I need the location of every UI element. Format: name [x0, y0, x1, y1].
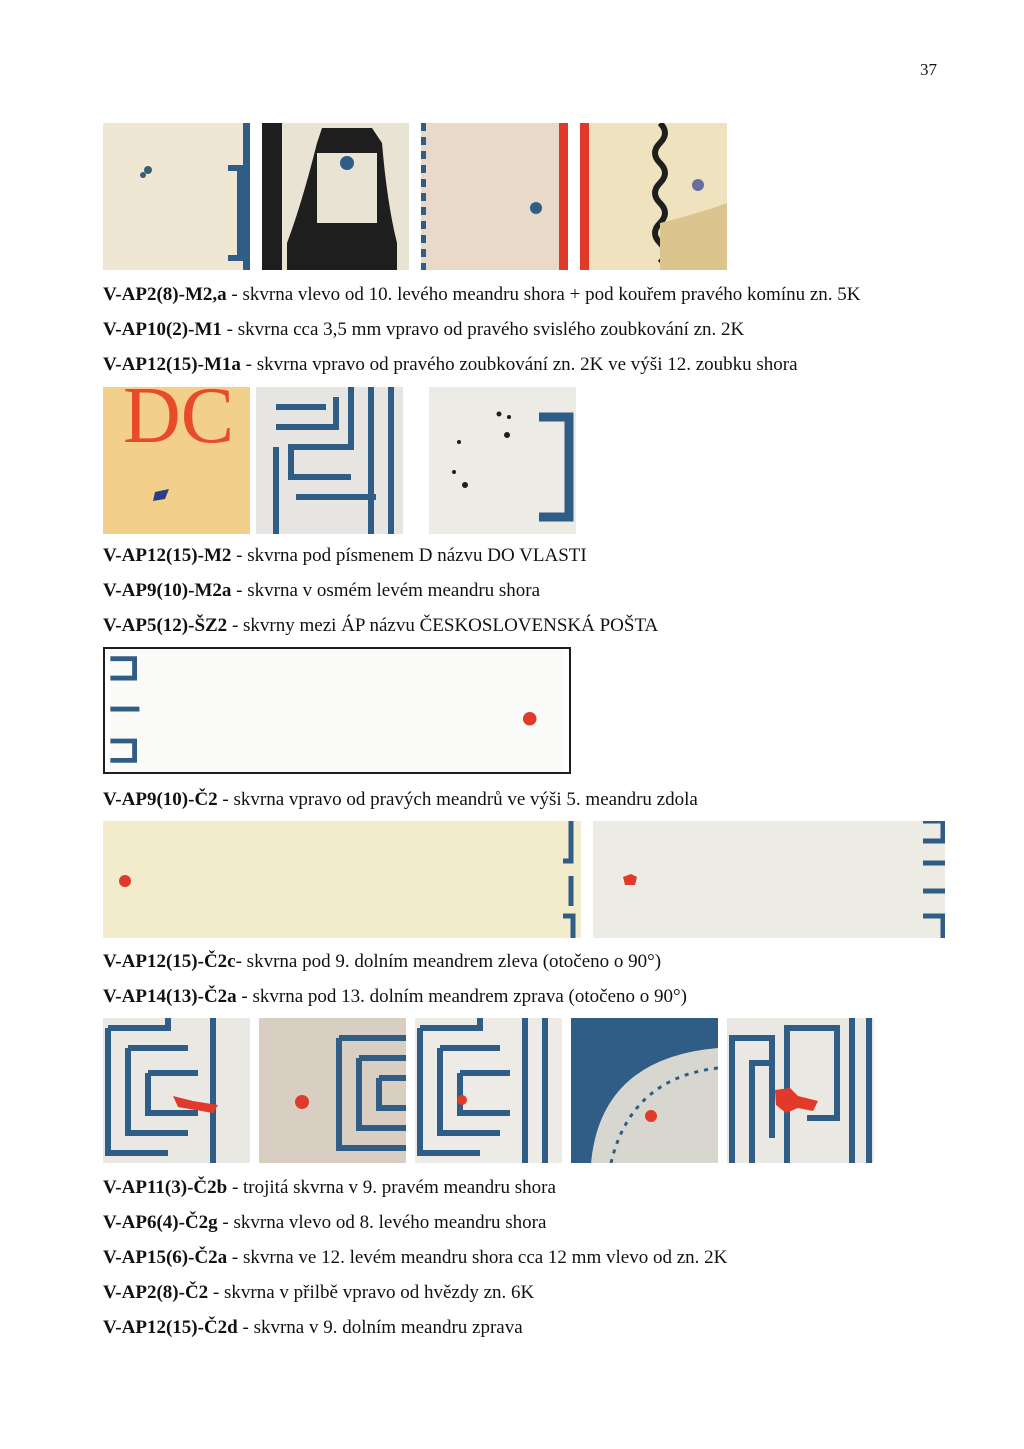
caption-code: V-AP11(3)-Č2b [103, 1177, 228, 1198]
caption-line [103, 580, 540, 602]
caption-text: - skvrna vpravo od pravého zoubkování zn. 2K ve výši 12. zoubku shora [240, 354, 798, 375]
caption-line [103, 986, 687, 1008]
caption-line [103, 1282, 534, 1304]
caption-code: V-AP6(4)-Č2g [103, 1212, 218, 1233]
stamp-detail-image [256, 387, 403, 534]
caption-code: V-AP9(10)-M2a [103, 580, 232, 601]
caption-code: V-AP12(15)-M2 [103, 545, 232, 566]
caption-code: V-AP12(15)-Č2c [103, 951, 236, 972]
caption-text: - skvrna cca 3,5 mm vpravo od pravého svislého zoubkování zn. 2K [221, 319, 745, 340]
thumbnail-row-2 [103, 387, 576, 534]
stamp-detail-image [580, 123, 727, 270]
caption-line [103, 1317, 523, 1339]
caption-line [103, 319, 744, 341]
caption-text: - skvrna pod 13. dolním meandrem zprava (otočeno o 90°) [236, 986, 687, 1007]
stamp-detail-image [727, 1018, 874, 1163]
caption-text: - skvrna vlevo od 10. levého meandru shora + pod kouřem pravého komínu zn. 5K [226, 284, 861, 305]
stamp-detail-image [262, 123, 409, 270]
caption-text: - skvrna vpravo od pravých meandrů ve výši 5. meandru zdola [217, 789, 698, 810]
caption-code: V-AP2(8)-M2,a [103, 284, 227, 305]
stamp-detail-image [103, 123, 250, 270]
caption-code: V-AP2(8)-Č2 [103, 1282, 209, 1303]
caption-code: V-AP5(12)-ŠZ2 [103, 615, 228, 636]
caption-text: - trojitá skvrna v 9. pravém meandru shora [227, 1177, 556, 1198]
stamp-detail-image [103, 647, 571, 774]
caption-line [103, 354, 798, 376]
caption-line [103, 615, 658, 637]
caption-text: - skvrna v osmém levém meandru shora [231, 580, 541, 601]
stamp-detail-image [259, 1018, 406, 1163]
thumbnail-row-1 [103, 123, 727, 270]
caption-text: - skvrny mezi ÁP názvu ČESKOSLOVENSKÁ POŠTA [227, 615, 659, 636]
stamp-detail-image [415, 1018, 562, 1163]
stamp-detail-image [103, 1018, 250, 1163]
page-number: 37 [920, 60, 937, 79]
caption-text: - skvrna v přilbě vpravo od hvězdy zn. 6K [208, 1282, 535, 1303]
stamp-detail-image [103, 821, 581, 938]
caption-code: V-AP12(15)-M1a [103, 354, 241, 375]
stamp-detail-image [571, 1018, 718, 1163]
caption-code: V-AP12(15)-Č2d [103, 1317, 238, 1338]
stamp-detail-image [429, 387, 576, 534]
caption-line [103, 1212, 546, 1234]
caption-code: V-AP9(10)-Č2 [103, 789, 218, 810]
caption-text: - skvrna pod písmenem D názvu DO VLASTI [231, 545, 587, 566]
caption-line [103, 789, 698, 811]
caption-code: V-AP10(2)-M1 [103, 319, 222, 340]
caption-text: - skvrna v 9. dolním meandru zprava [237, 1317, 523, 1338]
caption-code: V-AP14(13)-Č2a [103, 986, 237, 1007]
caption-line [103, 284, 861, 306]
caption-line [103, 951, 661, 973]
caption-line [103, 1247, 727, 1269]
caption-line [103, 545, 587, 567]
caption-line [103, 1177, 556, 1199]
caption-code: V-AP15(6)-Č2a [103, 1247, 228, 1268]
stamp-detail-image [421, 123, 568, 270]
caption-text: - skvrna pod 9. dolním meandrem zleva (otočeno o 90°) [235, 951, 662, 972]
thumbnail-row-3 [103, 1018, 874, 1163]
stamp-detail-image [103, 387, 250, 534]
stamp-letters: DC [123, 387, 235, 460]
stamp-detail-image [593, 821, 945, 938]
caption-text: - skvrna ve 12. levém meandru shora cca 12 mm vlevo od zn. 2K [227, 1247, 728, 1268]
caption-text: - skvrna vlevo od 8. levého meandru shora [217, 1212, 547, 1233]
